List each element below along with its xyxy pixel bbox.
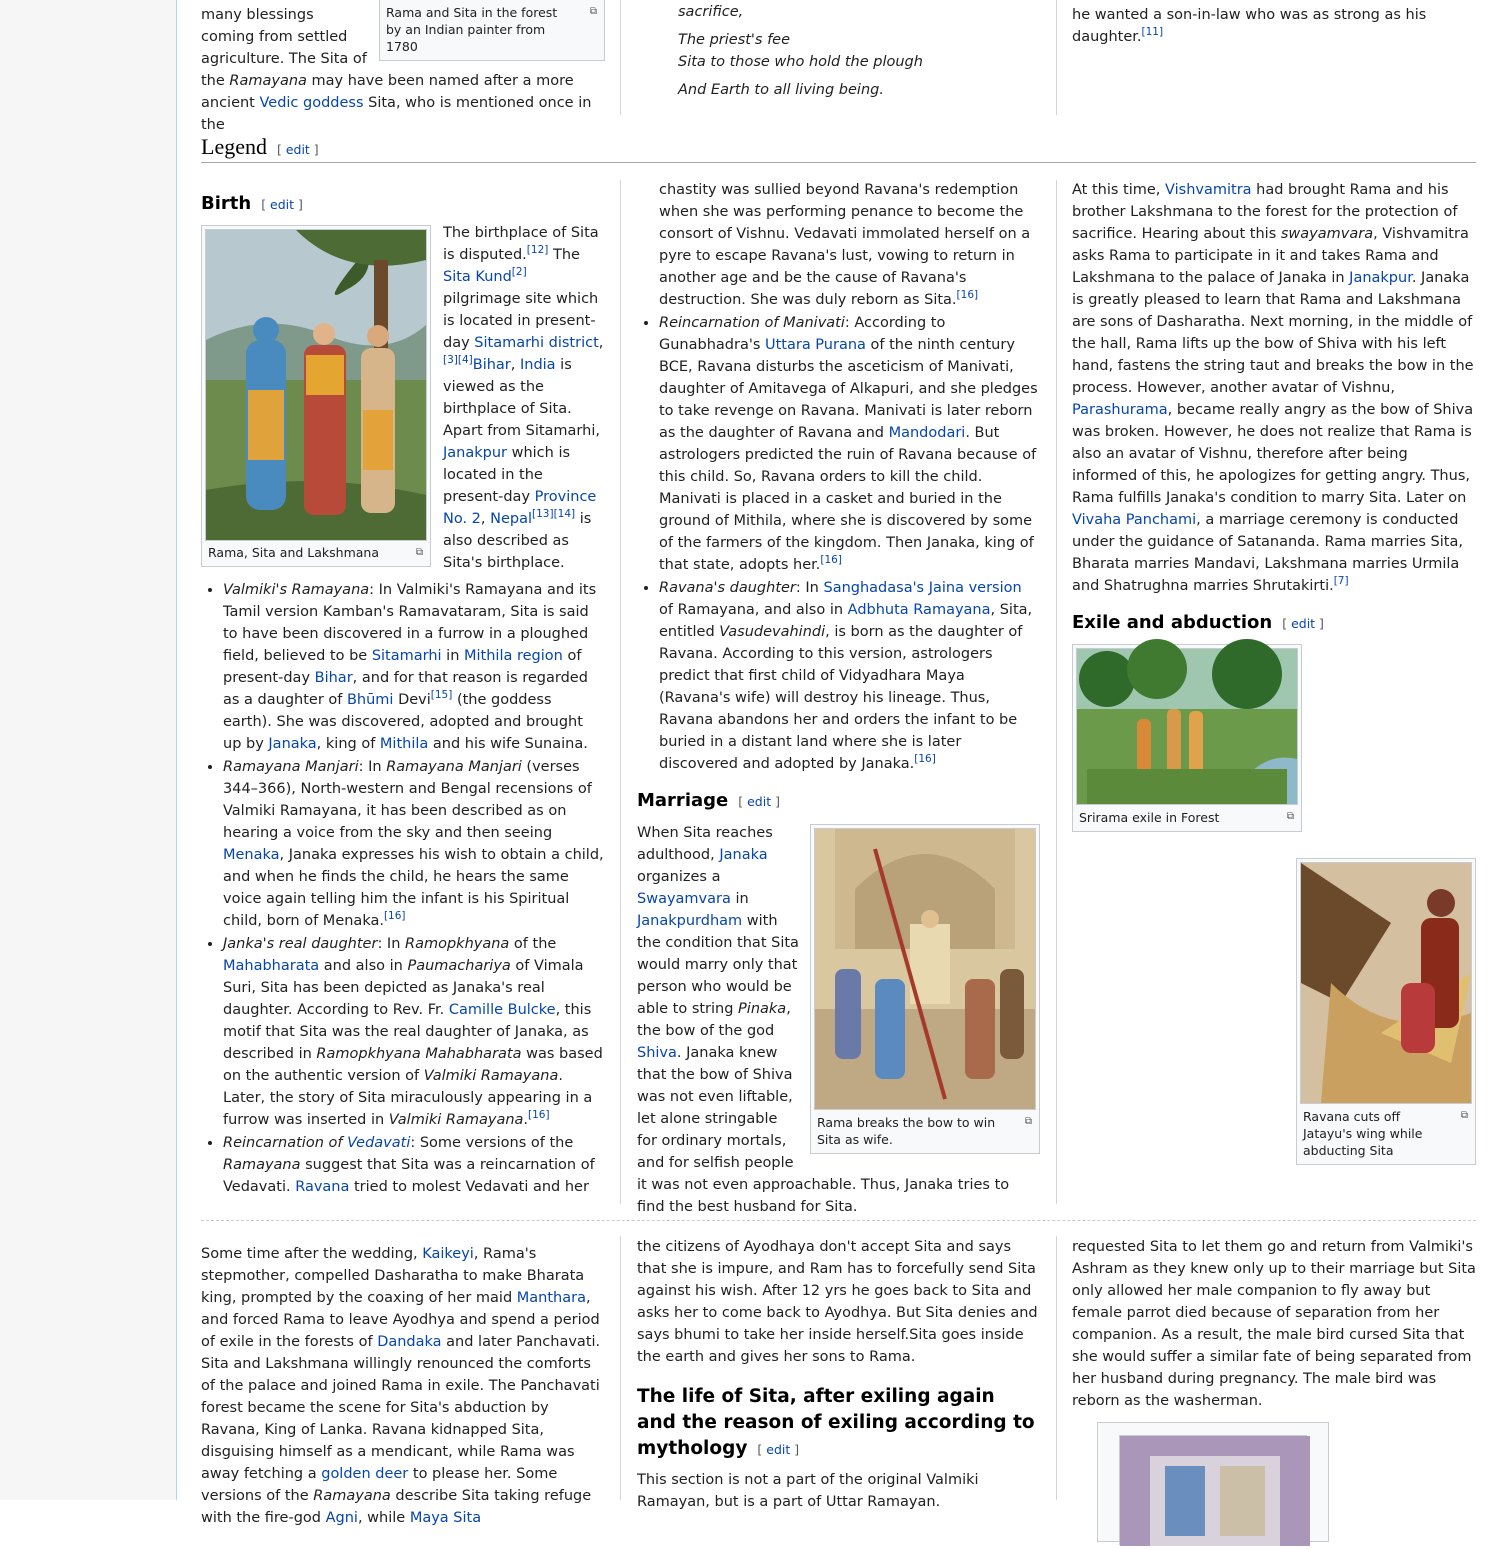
top-col-3 [1072, 4, 1476, 64]
text: with the condition that Sita would marry only that person who would be able to string [637, 913, 799, 1017]
list-item [223, 933, 605, 1131]
text: , and forced Rama to leave Ayodhya and spend a period of exile in the forests of [201, 1290, 600, 1350]
text: Pinaka [738, 1001, 787, 1017]
item-lead: Ramayana Manjari [223, 759, 359, 775]
text: , while [357, 1510, 410, 1526]
birth-versions-list-cont [637, 179, 1040, 775]
painting-rama-sita-lakshmana [205, 229, 427, 541]
link-janakpur[interactable]: Janakpur [443, 445, 507, 461]
text: At this time, [1072, 182, 1166, 198]
text: requested Sita to let them go and return from Valmiki's Ashram as they knew only up to their marriage but Sita only allowed her male companion to fly away but female parrot died because of separation from her companion. As a result, the male bird cursed Sita that she would suffer a similar fate of being separated from her husband during pregnancy. The male bird was reborn as the washerman. [1072, 1239, 1476, 1409]
edit-section: [ edit ] [738, 794, 780, 809]
list-item [223, 756, 605, 932]
link-golden-deer[interactable]: golden deer [321, 1466, 409, 1482]
edit-link[interactable]: edit [270, 197, 295, 212]
link-mandodari[interactable]: Mandodari [888, 425, 966, 441]
text: of the [509, 936, 557, 952]
thumb-caption: Srirama exile in Forest [1079, 810, 1220, 825]
link-ravana[interactable]: Ravana [295, 1179, 350, 1195]
item-lead: Janka's real daughter [223, 936, 378, 952]
column-rule [1056, 0, 1057, 115]
link-india[interactable]: India [519, 357, 556, 373]
text: in [730, 891, 749, 907]
text: : According to Gunabhadra's [659, 315, 946, 353]
text: describe Sita taking refuge with the fire-god [201, 1488, 592, 1526]
text: of Ramayana, and also in [659, 602, 848, 618]
ref[interactable]: [16] [528, 1109, 550, 1122]
birth-column: Birth [ edit ] Rama, Sita and Lakshmana ⧉ The birthplace of Sita is disputed.[12] The Sita Kund[2] pilgrimage site which is located in present-day Sitamarhi district,[3][4]Bihar, India is viewed as the birthplace of Sita. Apart from Sitamarhi, Janakpur which is located in the present-day Province No. 2, Nepal[13][14] is also described as Sita's birthplace. • Valmiki's Ramayana: In Valmiki's Ramayana and its Tamil version Kamban's Ramavataram, Sita is said to have been discovered in a furrow in a ploughed field, believed to be Sitamarhi in Mithila region of present-day Bihar, and for that reason is regarded as a daughter of Bhūmi Devi[15] (the goddess earth). She was discovered, adopted and brought up by Janaka, king of Mithila and his wife Sunaina. • Ramayana Manjari: In Ramayana Manjari (verses 344–366), North-western and Bengal recensions of Valmiki Ramayana, it has been described as on hearing a voice from the sky and then seeing Menaka, Janaka expresses his wish to obtain a child, and when he finds the child, he hears the same voice again telling him the infant is his Spiritual child, born of Menaka.[16] • Janka's real daughter: In Ramopkhyana of the Mahabharata and also in Paumachariya of Vimala Suri, Sita has been depicted as Janaka's real daughter. According to Rev. Fr. Camille Bulcke, this motif that Sita was the real daughter of Janaka, as described in Ramopkhyana Mahabharata was based on the authentic version of Valmiki Ramayana. Later, the story of Sita miraculously appearing in a furrow was inserted in Valmiki Ramayana.[16] • Reincarnation of Vedavati: Some versions of the Ramayana suggest that Sita was a reincarnation of Vedavati. Ravana tried to molest Vedavati and her [201, 180, 605, 1210]
ref[interactable]: [16] [820, 554, 842, 567]
list-item-continued [659, 179, 1040, 311]
link-janaka[interactable]: Janaka [719, 847, 768, 863]
link-mithila-region[interactable]: Mithila region [464, 648, 563, 664]
painting-ravana-jatayu [1300, 862, 1472, 1104]
bottom-col-1 [201, 1243, 605, 1526]
text: chastity was sullied beyond Ravana's redemption when she was performing penance to become the consort of Vishnu. Vedavati immolated herself on a pyre to escape Ravana's lust, vowing to return in another age and be the cause of Ravana's destruction. She was duly reborn as Sita. [659, 182, 1031, 308]
text: Sita, who is mentioned once in the [201, 95, 592, 133]
magnify-icon[interactable]: ⧉ [1024, 1116, 1032, 1127]
link-maya-sita[interactable]: Maya Sita [409, 1510, 482, 1526]
link-janakpurdham[interactable]: Janakpurdham [637, 913, 743, 929]
left-sidebar [0, 0, 177, 1500]
text: , this motif that Sita was the real daughter of Janaka, as described in [223, 1002, 592, 1062]
right-column [1072, 179, 1476, 1179]
text: : Some versions of the [410, 1135, 574, 1151]
heading-text: Exile and abduction [1072, 612, 1273, 633]
text: and later Panchavati. Sita and Lakshmana willingly renounced the comforts of the palace and joined Rama in exile. The Panchavati forest became the scene for Sita's abduction by Ravana, King of Lanka. Ravana kidnapped Sita, disguising himself as a mendicant, while Rama was away fetching a [201, 1334, 601, 1482]
poem-line: sacrifice, [678, 4, 744, 20]
link-mithila[interactable]: Mithila [379, 736, 429, 752]
link-sita-kund[interactable]: Sita Kund [443, 269, 512, 285]
link-shiva[interactable]: Shiva [637, 1045, 677, 1061]
text: . [523, 1112, 529, 1128]
link-vivaha-panchami[interactable]: Vivaha Panchami [1072, 512, 1197, 528]
text: may have been named after a more ancient [201, 73, 574, 111]
text: many blessings coming from settled agriculture. The Sita of the [201, 7, 367, 89]
text: , king of [316, 736, 380, 752]
link-nepal[interactable]: Nepal [490, 511, 533, 527]
text: of the ninth century BCE, Ravana disturbs the asceticism of Manivati, daughter of Amitavega of Alkapuri, and she pledges to take revenge on Ravana. Manivati is later reborn as the daughter of Ravana and [659, 337, 1038, 441]
link-manthara[interactable]: Manthara [516, 1290, 586, 1306]
text: Devi [393, 692, 431, 708]
text: to please her. Some versions of the [201, 1466, 558, 1504]
text: Valmiki Ramayana [423, 1068, 559, 1084]
text: : In [795, 580, 824, 596]
thumb-partial-painting[interactable] [1097, 1422, 1329, 1542]
magnify-icon[interactable]: ⧉ [589, 6, 597, 17]
text: , a marriage ceremony is conducted under the guidance of Satananda. Rama marries Sita, Bharata marries Mandavi, Lakshmana marries Urmila and Shatrughna marries Shrutakirti. [1072, 512, 1463, 594]
heading-text: Birth [201, 193, 252, 214]
ref[interactable]: [2] [511, 266, 527, 279]
ref[interactable]: [13][14] [532, 508, 576, 521]
ref[interactable]: [15] [430, 689, 453, 702]
link-janaka[interactable]: Janaka [268, 736, 317, 752]
text: swayamvara [1280, 226, 1374, 242]
poem-line: And Earth to all living being. [678, 82, 884, 98]
link-parashurama[interactable]: Parashurama [1072, 402, 1168, 418]
thumb-caption: Rama, Sita and Lakshmana [208, 545, 380, 560]
item-lead: Reincarnation of [223, 1135, 348, 1151]
poem-line: Sita to those who hold the plough [678, 54, 923, 70]
text: organizes a [637, 869, 721, 885]
heading-text: Legend [201, 134, 267, 159]
thumb-caption: Rama breaks the bow to win Sita as wife. [817, 1115, 996, 1147]
link-agni[interactable]: Agni [325, 1510, 358, 1526]
text: , and for that reason is regarded as a daughter of [223, 670, 588, 708]
text: Ramayana [223, 1157, 301, 1173]
link-sitamarhi-district[interactable]: Sitamarhi district [474, 335, 599, 351]
ref[interactable]: [16] [383, 910, 406, 923]
link-janakpur[interactable]: Janakpur [1349, 270, 1412, 286]
text: , became really angry as the bow of Shiva was broken. However, he does not realize that Rama is also an avatar of Vishnu, therefore after being informed of this, he apologizes for getting angry. Thus, Rama fulfills Janaka's condition to marry Sita. Later on [1072, 402, 1474, 506]
thumb-caption: Ravana cuts off Jatayu's wing while abducting Sita [1303, 1109, 1423, 1158]
text: , Vishvamitra asks Rama to participate in it and takes Rama and Lakshmana to the palace of Janaka in [1072, 226, 1469, 286]
edit-section: [ edit ] [1282, 616, 1324, 631]
painting-illustration [1301, 863, 1471, 1103]
heading-text: The life of Sita, after exiling again and the reason of exiling according to mythology [637, 1386, 1035, 1459]
painting-illustration [206, 230, 426, 540]
column-rule [620, 0, 621, 115]
subheading-life-of-sita [637, 1384, 1040, 1463]
painting-breaking-bow [814, 828, 1036, 1110]
item-lead: Valmiki's Ramayana [223, 582, 370, 598]
heading-text: Marriage [637, 790, 729, 811]
subheading-marriage [637, 789, 1040, 814]
item-lead: Reincarnation of Manivati [659, 315, 845, 331]
birth-versions-list [201, 575, 605, 1198]
text: Ramayana [229, 73, 307, 89]
text: The [548, 247, 580, 263]
text: Ramopkhyana Mahabharata [316, 1046, 522, 1062]
text: , Sita, entitled [659, 602, 1033, 640]
column-rule [1056, 180, 1057, 1204]
text: was based on the authentic version of [223, 1046, 603, 1084]
text: pilgrimage site which is located in present-day [443, 291, 599, 351]
ref[interactable]: [12] [526, 244, 549, 257]
text: , [510, 357, 520, 373]
text: , Rama's stepmother, compelled Dasharatha to make Bharata king, prompted by the coaxing of her maid [201, 1246, 585, 1306]
list-item [223, 1132, 605, 1198]
text: Some time after the wedding, [201, 1246, 423, 1262]
text: of Vimala Suri, Sita has been depicted as Janaka's real daughter. According to Rev. Fr. [223, 958, 584, 1018]
edit-link[interactable]: edit [1291, 616, 1316, 631]
link-kaikeyi[interactable]: Kaikeyi [422, 1246, 474, 1262]
painting-illustration [1077, 649, 1297, 804]
text: . Janaka knew that the bow of Shiva was not even liftable, let alone stringable for ordinary mortals, and for selfish people it was not even approachable. Thus, Janaka tries to find the best husband for Sita. [637, 1045, 1010, 1215]
text: , is born as the daughter of Ravana. According to this version, astrologers predict that first child of Vidyadhara Maya (Ravana's wife) will destroy his lineage. Thus, Ravana abandons her and orders the infant to be buried in a distant land where she is later discovered and adopted by Janaka. [659, 624, 1023, 772]
poem [678, 0, 1038, 115]
link-uttara-purana[interactable]: Uttara Purana [764, 337, 866, 353]
text: in [441, 648, 465, 664]
link-dandaka[interactable]: Dandaka [377, 1334, 442, 1350]
text: . Janaka is greatly pleased to learn that Rama and Lakshmana are sons of Dasharatha. Next morning, in the middle of the hall, Rama lifts up the bow of Shiva with his left hand, fastens the string taut and breaks the bow in the process. However, another avatar of Vishnu, [1072, 270, 1474, 396]
text: : In [358, 759, 387, 775]
ref[interactable]: [16] [956, 289, 979, 302]
text: The birthplace of Sita is disputed. [443, 225, 599, 263]
text: Valmiki Ramayana [388, 1112, 524, 1128]
subheading-exile [1072, 611, 1476, 636]
edit-section: [ edit ] [261, 197, 303, 212]
text: and his wife Sunaina. [428, 736, 588, 752]
link-sitamarhi[interactable]: Sitamarhi [371, 648, 442, 664]
edit-section: [ edit ] [276, 142, 319, 157]
link-swayamvara[interactable]: Swayamvara [637, 891, 731, 907]
text: Ramopkhyana [405, 936, 510, 952]
text: : In Valmiki's Ramayana and its Tamil version Kamban's Ramavataram, Sita is said to have been discovered in a furrow in a ploughed field, believed to be [223, 582, 597, 664]
magnify-icon[interactable]: ⧉ [1460, 1110, 1468, 1121]
text: he wanted a son-in-law who was as strong as his daughter. [1072, 7, 1427, 45]
ref[interactable]: [11] [1141, 26, 1164, 39]
text: Vasudevahindi [719, 624, 826, 640]
heading-underline [201, 162, 1476, 163]
list-item [659, 312, 1040, 576]
text: , [480, 511, 491, 527]
text: of present-day [223, 648, 582, 686]
link-camille-bulcke[interactable]: Camille Bulcke [448, 1002, 556, 1018]
thumb-caption: Rama and Sita in the forest by an Indian painter from 1780 [386, 5, 558, 54]
link-bihar[interactable]: Bihar [472, 357, 511, 373]
magnify-icon[interactable]: ⧉ [415, 547, 423, 558]
ref[interactable]: [7] [1333, 575, 1349, 588]
thumb-rama-breaks-bow[interactable] [810, 824, 1040, 1154]
column-rule [1056, 1236, 1057, 1500]
list-item [659, 577, 1040, 775]
link-vedavati[interactable]: Vedavati [347, 1135, 411, 1151]
text: (the goddess earth). She was discovered, adopted and brought up by [223, 692, 583, 752]
text: tried to molest Vedavati and her [349, 1179, 589, 1195]
text: had brought Rama and his brother Lakshmana to the forest for the protection of sacrifice. Hearing about this [1072, 182, 1458, 242]
ref[interactable]: [3][4] [443, 354, 473, 367]
link-bihar[interactable]: Bihar [314, 670, 353, 686]
subheading-birth [201, 192, 605, 217]
thumb-rama-sita-forest[interactable] [379, 0, 605, 61]
edit-link[interactable]: edit [766, 1442, 791, 1457]
link-sanghadasa-jaina[interactable]: Sanghadasa's Jaina version [823, 580, 1022, 596]
text: suggest that Sita was a reincarnation of Vedavati. [223, 1157, 595, 1195]
text: (verses 344–366), North-western and Bengal recensions of Valmiki Ramayana, it has been described as on hearing a voice from the sky and then seeing [223, 759, 592, 841]
magnify-icon[interactable]: ⧉ [1286, 811, 1294, 822]
section-divider [201, 1220, 1476, 1221]
text: . But astrologers predicted the ruin of Ravana because of this child. So, Ravana orders to kill the child. Manivati is placed in a casket and buried in the ground of Mithila, where she is discovered by some of the farmers of the kingdom. Then Janaka, king of that state, adopts her. [659, 425, 1037, 573]
link-menaka[interactable]: Menaka [223, 847, 280, 863]
text: Paumachariya [407, 958, 511, 974]
bottom-col-3 [1072, 1236, 1476, 1500]
thumb-srirama-exile[interactable] [1072, 644, 1302, 832]
bottom-col-2 [637, 1236, 1040, 1510]
column-rule [620, 180, 621, 1204]
text: the citizens of Ayodhaya don't accept Sita and says that she is impure, and Ram has to forcefully send Sita against his wish. After 12 yrs he goes back to Sita and asks her to come back to Ayodhya. But Sita denies and says bhumi to take her inside herself.Sita goes inside the earth and gives her sons to Rama. [637, 1239, 1038, 1365]
thumb-rama-sita-lakshmana[interactable] [201, 225, 431, 567]
link-mahabharata[interactable]: Mahabharata [223, 958, 320, 974]
poem-line: The priest's fee [678, 32, 791, 48]
edit-link[interactable]: edit [285, 142, 310, 157]
edit-section: [ edit ] [757, 1442, 800, 1457]
text: This section is not a part of the original Valmiki Ramayan, but is a part of Uttar Ramayan. [637, 1472, 979, 1510]
text: is also described as Sita's birthplace. [443, 511, 592, 571]
list-item [223, 579, 605, 755]
column-rule [620, 1236, 621, 1500]
text: which is located in the present-day [443, 445, 571, 505]
item-lead: Ravana's daughter [659, 580, 796, 596]
text: , Janaka expresses his wish to obtain a child, and when he finds the child, he hears the same voice again telling him the infant is his Spiritual child, born of Menaka. [223, 847, 604, 929]
painting-illustration [815, 829, 1035, 1109]
text: : In [377, 936, 406, 952]
top-col-1 [201, 0, 605, 133]
text: Ramayana Manjari [386, 759, 522, 775]
text: is viewed as the birthplace of Sita. Apart from Sitamarhi, [443, 357, 600, 439]
link-vedic-goddess[interactable]: Vedic goddess [259, 95, 364, 111]
painting-illustration [1120, 1436, 1310, 1546]
text: , the bow of the god [637, 1001, 791, 1039]
link-adbhuta-ramayana[interactable]: Adbhuta Ramayana [847, 602, 991, 618]
edit-link[interactable]: edit [747, 794, 772, 809]
text: and also in [319, 958, 408, 974]
text: . Later, the story of Sita miraculously appearing in a furrow was inserted in [223, 1068, 593, 1128]
link-province-no-2[interactable]: Province No. 2 [443, 489, 597, 527]
middle-column [637, 179, 1040, 1215]
text: Ramayana [313, 1488, 391, 1504]
ref[interactable]: [16] [914, 753, 936, 766]
text: When Sita reaches adulthood, [637, 825, 773, 863]
thumb-ravana-jatayu[interactable] [1296, 858, 1476, 1165]
painting-partial [1119, 1435, 1307, 1545]
link-vishvamitra[interactable]: Vishvamitra [1165, 182, 1252, 198]
link-bhumi[interactable]: Bhūmi [346, 692, 394, 708]
painting-exile-forest [1076, 648, 1298, 805]
section-heading-legend [201, 133, 319, 164]
